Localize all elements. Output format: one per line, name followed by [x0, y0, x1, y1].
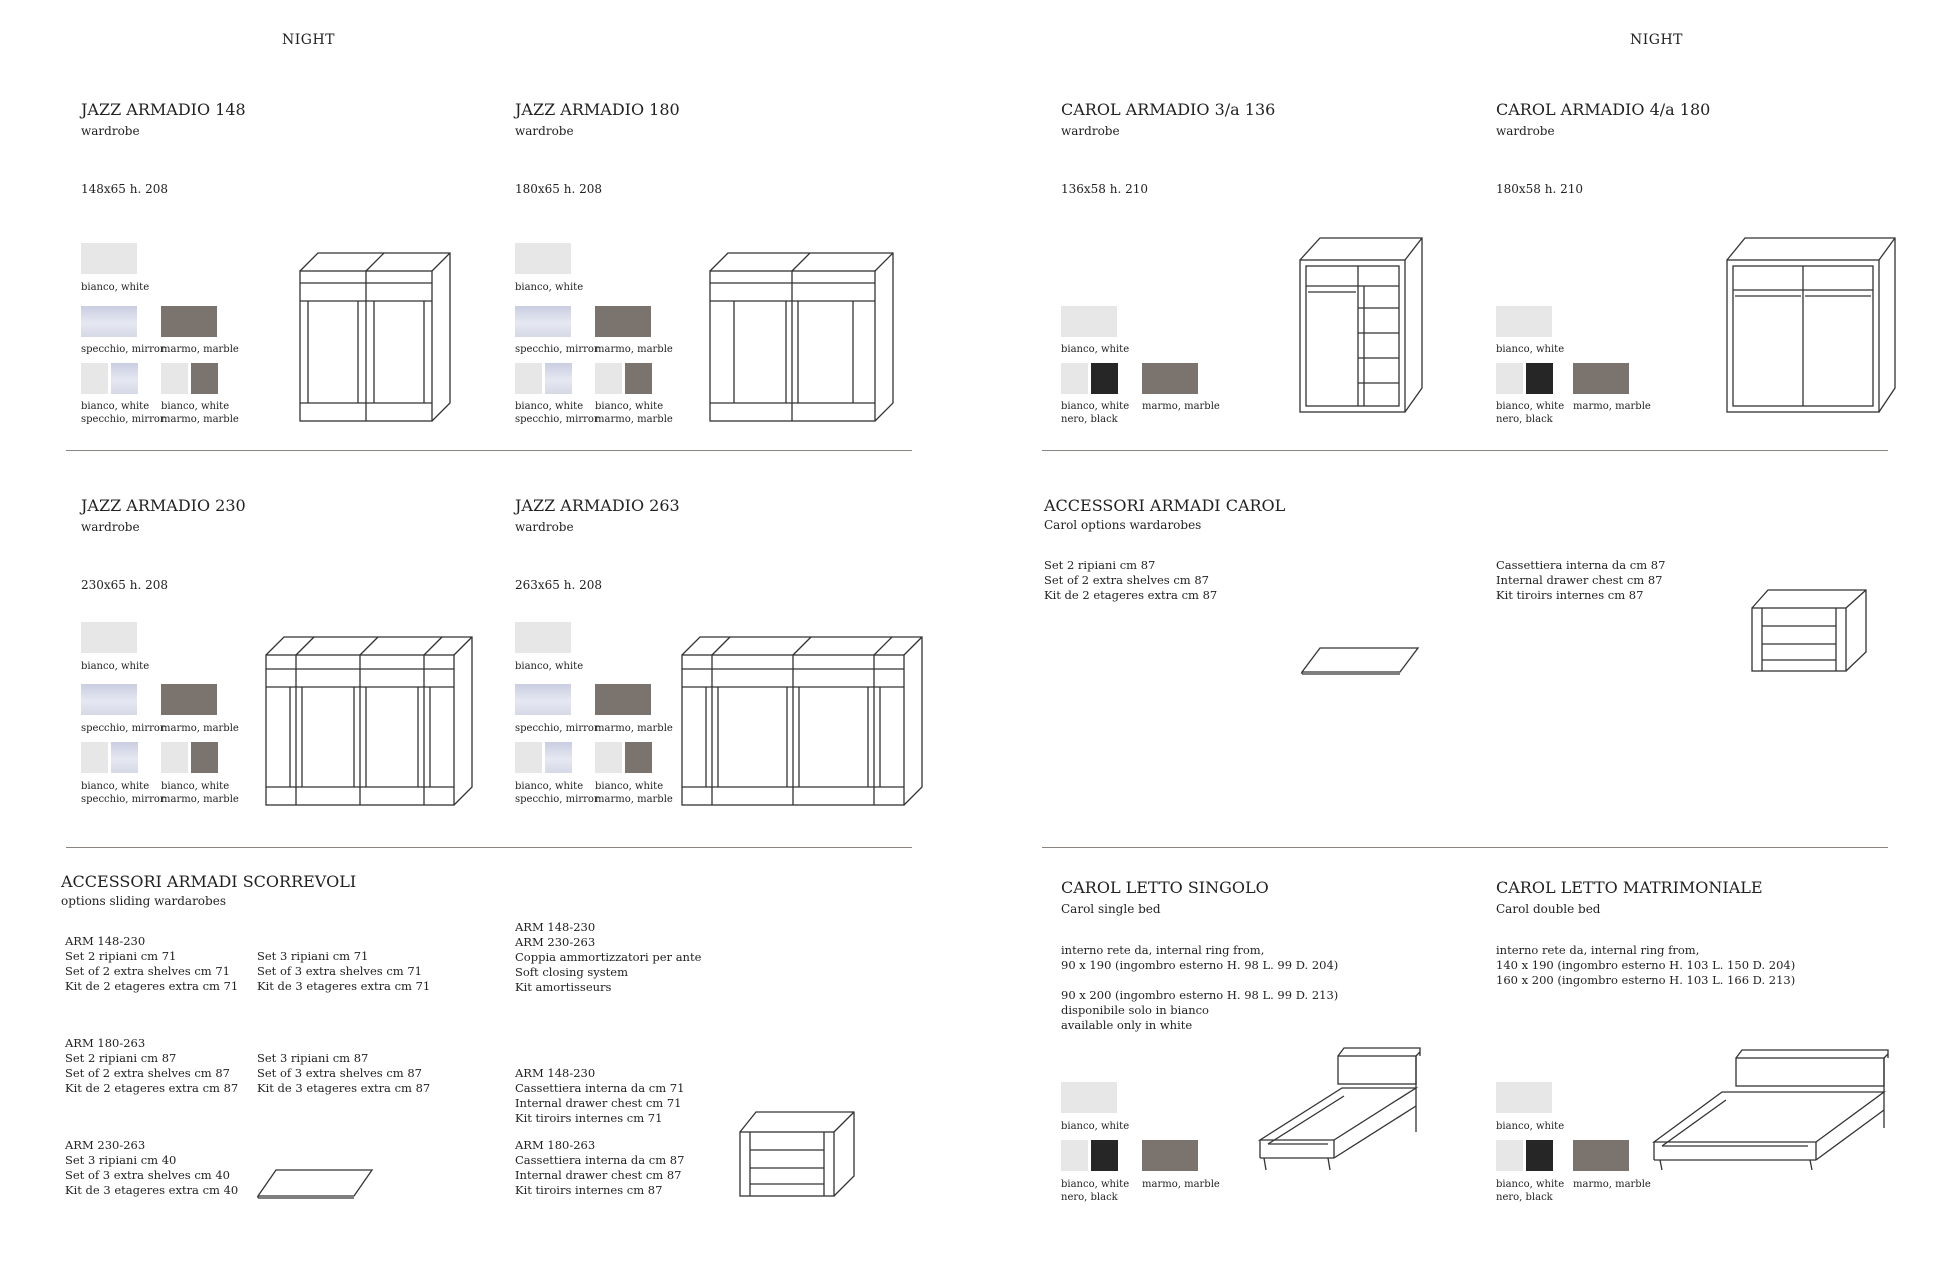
swatch-marble: [1142, 363, 1198, 394]
section-divider: [66, 847, 912, 848]
product-title: CAROL LETTO MATRIMONIALE: [1496, 878, 1763, 897]
label-line: bianco, white: [161, 401, 230, 412]
product-subtitle: wardrobe: [81, 520, 140, 534]
swatch-black: [1091, 1140, 1118, 1171]
shelf-drawing: [1302, 646, 1422, 676]
text-line: ARM 148-230: [65, 934, 146, 948]
swatch-white: [595, 363, 622, 394]
swatch-label: specchio, mirror: [515, 344, 599, 355]
swatch-mirror: [81, 684, 137, 715]
text-line: Kit tiroirs internes cm 71: [515, 1111, 663, 1125]
product-subtitle: Carol single bed: [1061, 902, 1161, 916]
label-line: bianco, white: [515, 401, 584, 412]
accessory-block: [65, 1138, 238, 1198]
swatch-marble: [1573, 1140, 1629, 1171]
product-dimensions: 230x65 h. 208: [81, 578, 169, 592]
swatch-white: [1061, 1082, 1117, 1113]
label-line: bianco, white: [161, 781, 230, 792]
swatch-label: marmo, marble: [161, 344, 239, 355]
swatch-label: bianco, white: [81, 661, 150, 672]
text-line: ARM 230-263: [515, 935, 596, 949]
wardrobe-drawing: [300, 253, 455, 423]
text-line: Set 2 ripiani cm 71: [65, 949, 177, 963]
swatch-mirror: [81, 306, 137, 337]
label-line: nero, black: [1496, 414, 1553, 425]
swatch-label: [161, 780, 239, 806]
label-line: bianco, white: [81, 781, 150, 792]
swatch-marble: [1142, 1140, 1198, 1171]
text-line: Set of 2 extra shelves cm 87: [1044, 573, 1209, 587]
swatch-black: [1091, 363, 1118, 394]
swatch-mirror: [515, 306, 571, 337]
swatch-label: bianco, white: [1496, 1121, 1565, 1132]
label-line: bianco, white: [1496, 1179, 1565, 1190]
text-line: Set 3 ripiani cm 71: [257, 949, 369, 963]
swatch-label: marmo, marble: [1573, 401, 1651, 412]
product-description: [1496, 943, 1795, 988]
swatch-label: [1061, 1178, 1129, 1204]
label-line: bianco, white: [1496, 401, 1565, 412]
swatch-marble: [625, 363, 652, 394]
label-line: bianco, white: [1061, 1179, 1130, 1190]
swatch-label: bianco, white: [1061, 344, 1130, 355]
swatch-marble: [191, 363, 218, 394]
swatch-marble: [595, 306, 651, 337]
product-title: CAROL ARMADIO 4/a 180: [1496, 100, 1711, 119]
swatch-white: [595, 742, 622, 773]
swatch-mirror: [545, 363, 572, 394]
product-subtitle: wardrobe: [515, 124, 574, 138]
wardrobe-drawing: [1300, 238, 1425, 416]
text-line: Kit de 3 etageres extra cm 71: [257, 979, 431, 993]
swatch-white: [515, 243, 571, 274]
wardrobe-drawing: [266, 637, 478, 807]
section-title: ACCESSORI ARMADI CAROL: [1044, 496, 1286, 515]
swatch-marble: [625, 742, 652, 773]
product-dimensions: 180x65 h. 208: [515, 182, 603, 196]
product-title: CAROL ARMADIO 3/a 136: [1061, 100, 1276, 119]
swatch-white: [1061, 363, 1088, 394]
label-line: marmo, marble: [161, 414, 239, 425]
swatch-white: [81, 622, 137, 653]
label-line: nero, black: [1496, 1192, 1553, 1203]
swatch-black: [1526, 1140, 1553, 1171]
swatch-white: [1496, 306, 1552, 337]
swatch-marble: [191, 742, 218, 773]
swatch-mirror: [515, 684, 571, 715]
page-header-right: NIGHT: [1630, 32, 1684, 48]
text-line: Internal drawer chest cm 87: [1496, 573, 1663, 587]
swatch-label: [595, 780, 673, 806]
text-line: Set of 3 extra shelves cm 87: [257, 1066, 422, 1080]
swatch-label: marmo, marble: [1142, 401, 1220, 412]
product-dimensions: 136x58 h. 210: [1061, 182, 1149, 196]
text-line: Kit de 3 etageres extra cm 87: [257, 1081, 431, 1095]
swatch-white: [161, 363, 188, 394]
label-line: specchio, mirror: [81, 794, 165, 805]
text-line: Kit tiroirs internes cm 87: [1496, 588, 1644, 602]
text-line: Set 3 ripiani cm 40: [65, 1153, 177, 1167]
text-line: Internal drawer chest cm 87: [515, 1168, 682, 1182]
swatch-label: marmo, marble: [1573, 1179, 1651, 1190]
product-dimensions: 263x65 h. 208: [515, 578, 603, 592]
wardrobe-drawing: [682, 637, 932, 807]
product-title: CAROL LETTO SINGOLO: [1061, 878, 1269, 897]
accessory-block: [515, 1066, 684, 1126]
swatch-label: bianco, white: [1061, 1121, 1130, 1132]
text-line: Set of 3 extra shelves cm 71: [257, 964, 422, 978]
label-line: bianco, white: [81, 401, 150, 412]
text-line: ARM 148-230: [515, 920, 596, 934]
swatch-white: [1496, 363, 1523, 394]
text-line: Set of 3 extra shelves cm 40: [65, 1168, 230, 1182]
product-title: JAZZ ARMADIO 148: [81, 100, 246, 119]
swatch-marble: [1573, 363, 1629, 394]
swatch-marble: [161, 306, 217, 337]
swatch-white: [81, 243, 137, 274]
product-subtitle: Carol double bed: [1496, 902, 1601, 916]
text-line: Cassettiera interna da cm 71: [515, 1081, 685, 1095]
text-line: Set 2 ripiani cm 87: [65, 1051, 177, 1065]
swatch-white: [81, 742, 108, 773]
swatch-white: [1061, 1140, 1088, 1171]
double-bed-drawing: [1652, 1050, 1892, 1186]
swatch-label: [1061, 400, 1129, 426]
wardrobe-drawing: [1727, 238, 1897, 416]
text-line: Kit de 3 etageres extra cm 40: [65, 1183, 239, 1197]
swatch-label: [1496, 400, 1564, 426]
single-bed-drawing: [1258, 1048, 1424, 1186]
swatch-white: [515, 363, 542, 394]
accessory-block: [65, 934, 238, 994]
label-line: bianco, white: [595, 781, 664, 792]
swatch-marble: [161, 684, 217, 715]
section-subtitle: options sliding wardarobes: [61, 894, 226, 908]
text-line: 90 x 200 (ingombro esterno H. 98 L. 99 D. 213): [1061, 988, 1339, 1002]
text-line: ARM 230-263: [65, 1138, 146, 1152]
text-line: Kit de 2 etageres extra cm 87: [1044, 588, 1218, 602]
shelf-drawing: [258, 1168, 378, 1200]
text-line: Set of 2 extra shelves cm 87: [65, 1066, 230, 1080]
section-title: ACCESSORI ARMADI SCORREVOLI: [61, 872, 357, 891]
swatch-label: bianco, white: [81, 282, 150, 293]
swatch-label: specchio, mirror: [81, 344, 165, 355]
accessory-block: [65, 1036, 238, 1096]
swatch-mirror: [111, 742, 138, 773]
text-line: Set 2 ripiani cm 87: [1044, 558, 1156, 572]
accessory-block: [515, 920, 701, 995]
text-line: Internal drawer chest cm 71: [515, 1096, 682, 1110]
product-dimensions: 180x58 h. 210: [1496, 182, 1584, 196]
page-header-left: NIGHT: [282, 32, 336, 48]
swatch-label: bianco, white: [515, 661, 584, 672]
text-line: 140 x 190 (ingombro esterno H. 103 L. 150 D. 204): [1496, 958, 1796, 972]
text-line: interno rete da, internal ring from,: [1061, 943, 1265, 957]
swatch-label: specchio, mirror: [515, 723, 599, 734]
text-line: Kit amortisseurs: [515, 980, 612, 994]
text-line: [1061, 973, 1338, 988]
section-divider: [1042, 847, 1888, 848]
text-line: Kit tiroirs internes cm 87: [515, 1183, 663, 1197]
product-title: JAZZ ARMADIO 180: [515, 100, 680, 119]
label-line: marmo, marble: [595, 414, 673, 425]
text-line: Set of 2 extra shelves cm 71: [65, 964, 230, 978]
swatch-mirror: [111, 363, 138, 394]
text-line: 90 x 190 (ingombro esterno H. 98 L. 99 D. 204): [1061, 958, 1339, 972]
product-dimensions: 148x65 h. 208: [81, 182, 169, 196]
swatch-label: [1496, 1178, 1564, 1204]
product-description: [1061, 943, 1338, 1033]
label-line: bianco, white: [595, 401, 664, 412]
swatch-marble: [595, 684, 651, 715]
swatch-label: marmo, marble: [1142, 1179, 1220, 1190]
accessory-block: [515, 1138, 684, 1198]
product-subtitle: wardrobe: [515, 520, 574, 534]
text-line: available only in white: [1061, 1018, 1193, 1032]
product-subtitle: wardrobe: [1496, 124, 1555, 138]
swatch-label: marmo, marble: [595, 344, 673, 355]
swatch-white: [161, 742, 188, 773]
accessory-block: [257, 1051, 430, 1096]
section-divider: [1042, 450, 1888, 451]
text-line: ARM 148-230: [515, 1066, 596, 1080]
text-line: Coppia ammortizzatori per ante: [515, 950, 702, 964]
label-line: marmo, marble: [595, 794, 673, 805]
swatch-white: [1061, 306, 1117, 337]
accessory-description: [1496, 558, 1665, 603]
drawer-chest-drawing: [740, 1110, 858, 1200]
text-line: Cassettiera interna da cm 87: [1496, 558, 1666, 572]
swatch-mirror: [545, 742, 572, 773]
label-line: specchio, mirror: [81, 414, 165, 425]
label-line: bianco, white: [515, 781, 584, 792]
label-line: specchio, mirror: [515, 794, 599, 805]
label-line: marmo, marble: [161, 794, 239, 805]
text-line: ARM 180-263: [65, 1036, 146, 1050]
label-line: specchio, mirror: [515, 414, 599, 425]
text-line: ARM 180-263: [515, 1138, 596, 1152]
accessory-block: [257, 949, 430, 994]
text-line: Kit de 2 etageres extra cm 87: [65, 1081, 239, 1095]
swatch-label: [81, 400, 165, 426]
text-line: Set 3 ripiani cm 87: [257, 1051, 369, 1065]
text-line: Soft closing system: [515, 965, 629, 979]
text-line: interno rete da, internal ring from,: [1496, 943, 1700, 957]
product-subtitle: wardrobe: [81, 124, 140, 138]
swatch-label: [515, 400, 599, 426]
text-line: Kit de 2 etageres extra cm 71: [65, 979, 239, 993]
swatch-white: [515, 742, 542, 773]
label-line: bianco, white: [1061, 401, 1130, 412]
accessory-description: [1044, 558, 1217, 603]
swatch-white: [81, 363, 108, 394]
section-divider: [66, 450, 912, 451]
product-subtitle: wardrobe: [1061, 124, 1120, 138]
text-line: Cassettiera interna da cm 87: [515, 1153, 685, 1167]
swatch-label: [161, 400, 239, 426]
swatch-label: marmo, marble: [595, 723, 673, 734]
swatch-label: specchio, mirror: [81, 723, 165, 734]
swatch-label: [515, 780, 599, 806]
drawer-chest-drawing: [1752, 588, 1870, 674]
swatch-white: [515, 622, 571, 653]
product-title: JAZZ ARMADIO 230: [81, 496, 246, 515]
product-title: JAZZ ARMADIO 263: [515, 496, 680, 515]
swatch-label: marmo, marble: [161, 723, 239, 734]
label-line: nero, black: [1061, 414, 1118, 425]
swatch-label: bianco, white: [1496, 344, 1565, 355]
swatch-white: [1496, 1082, 1552, 1113]
swatch-label: bianco, white: [515, 282, 584, 293]
swatch-black: [1526, 363, 1553, 394]
swatch-label: [81, 780, 165, 806]
text-line: disponibile solo in bianco: [1061, 1003, 1209, 1017]
text-line: 160 x 200 (ingombro esterno H. 103 L. 166 D. 213): [1496, 973, 1796, 987]
swatch-white: [1496, 1140, 1523, 1171]
wardrobe-drawing: [710, 253, 900, 423]
label-line: nero, black: [1061, 1192, 1118, 1203]
swatch-label: [595, 400, 673, 426]
section-subtitle: Carol options wardarobes: [1044, 518, 1202, 532]
